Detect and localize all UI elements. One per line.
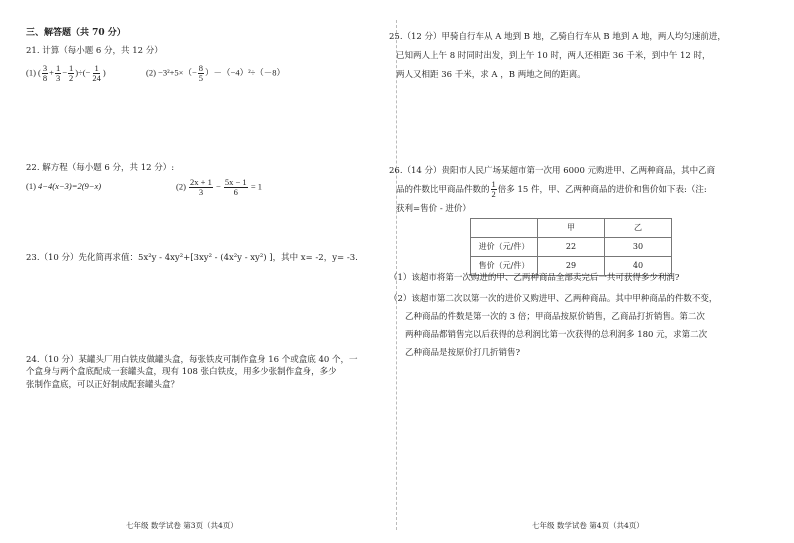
part-label: (2) [146,67,156,78]
question-22-part-2 [176,178,262,197]
question-26-line: 26.（14 分）贵阳市人民广场某超市第一次用 6000 元购进甲、乙两种商品，其中乙商 [389,166,716,176]
question-26-sub-1: （1）该超市将第一次购进的甲、乙两种商品全部卖完后一共可获得多少利润? [389,273,680,283]
question-25-line: 25.（12 分）甲骑自行车从 A 地到 B 地，乙骑自行车从 B 地到 A 地，两人均匀速前进， [389,32,726,42]
operator: )÷(− [75,67,91,78]
table-cell: 甲 [538,219,605,238]
table-cell: 售价（元/件） [471,257,538,276]
table-cell: 乙 [605,219,672,238]
table-cell: 30 [605,238,672,257]
fraction [68,64,74,83]
fraction [491,180,497,199]
question-21-part-1 [26,64,106,83]
denominator: 8 [42,72,48,83]
table-header-row [471,219,672,238]
operator: + [49,67,54,78]
expression: −3²+5×（− [158,67,197,78]
table-cell: 40 [605,257,672,276]
fraction [91,64,102,83]
operator: − [215,181,221,192]
question-24 [26,354,378,391]
text: 品的件数比甲商品件数的 [396,185,490,195]
question-22-part-1 [26,180,101,192]
denominator: 3 [198,186,204,197]
table-cell [471,219,538,238]
question-26-sub-2 [389,290,734,362]
equation-rhs: = 1 [250,181,262,192]
question-25-line: 两人又相距 36 千米，求 A ，B 两地之间的距离。 [396,70,586,80]
question-21-part-2 [146,64,285,83]
question-26-sub-2-line: 乙种商品的件数是第一次的 3 倍；甲商品按原价销售，乙商品打折销售。第二次 [405,312,705,322]
paren: ( [38,67,41,78]
denominator: 2 [68,72,74,83]
fraction [198,64,204,83]
page-footer-right: 七年级 数学试卷 第4页（共4页） [532,521,644,530]
question-26 [389,162,729,218]
question-24-line: 个盒身与两个盒底配成一套罐头盒，现有 108 张白铁皮，用多少张制作盒身，多少 [26,367,337,378]
page-footer-left: 七年级 数学试卷 第3页（共4页） [126,521,238,530]
table-cell: 进价（元/件） [471,238,538,257]
numerator: 1 [491,179,496,190]
denominator: 5 [198,72,204,83]
question-26-sub-2-line: （2）该超市第二次以第一次的进价又购进甲、乙两种商品。其中甲种商品的件数不变， [389,294,718,304]
question-26-sub-2-line: 乙种商品是按原价打几折销售? [405,348,521,358]
price-table [470,218,672,276]
fraction [42,64,48,83]
question-22-heading: 22. 解方程（每小题 6 分，共 12 分）: [26,163,175,173]
paren: ) [102,67,106,78]
fraction [55,64,61,83]
numerator: 3 [42,63,48,73]
question-26-sub-2-line: 两种商品都销售完以后获得的总利润比第一次获得的总利润多 180 元，求第二次 [405,330,708,340]
denominator: 6 [233,186,238,197]
question-25 [389,28,729,85]
expression: ）－（−4）²÷（－8） [205,67,286,78]
text: 倍多 15 件，甲、乙两种商品的进价和售价如下表:（注: [497,185,707,195]
table-cell: 22 [538,238,605,257]
numerator: 1 [55,63,61,73]
part-label: (2) [176,181,186,192]
question-26-line [389,180,729,200]
question-25-line: 已知两人上午 8 时同时出发，到上午 10 时，两人还相距 36 千米，到中午 12 时， [396,51,711,61]
part-label: (1) [26,67,36,78]
numerator: 2x + 1 [190,177,212,187]
question-23: 23.（10 分）先化简再求值：5x²y - 4xy²+[3xy² - (4x²y - xy²) ]，其中 x= -2，y= -3. [26,253,358,263]
section-title: 三、解答题（共 70 分） [26,28,126,38]
table-cell: 29 [538,257,605,276]
denominator: 2 [491,189,496,199]
fraction [189,178,213,197]
numerator: 8 [198,63,204,73]
operator: − [62,67,67,78]
fraction [224,178,248,197]
table-row [471,238,672,257]
denominator: 3 [55,72,61,83]
numerator: 5x − 1 [224,177,247,187]
denominator: 24 [92,72,101,83]
question-21-heading: 21. 计算（每小题 6 分，共 12 分） [26,46,163,56]
question-26-line: 获利=售价 - 进价） [396,204,471,214]
question-24-line: 24.（10 分）某罐头厂用白铁皮做罐头盒，每张铁皮可制作盒身 16 个或盒底 40 个，一 [26,355,358,365]
equation: 4−4(x−3)=2(9−x) [38,181,102,191]
numerator: 1 [68,63,74,73]
question-24-line: 张制作盒底，可以正好制成配套罐头盒？ [26,379,180,390]
part-label: (1) [26,181,36,191]
numerator: 1 [94,63,99,73]
